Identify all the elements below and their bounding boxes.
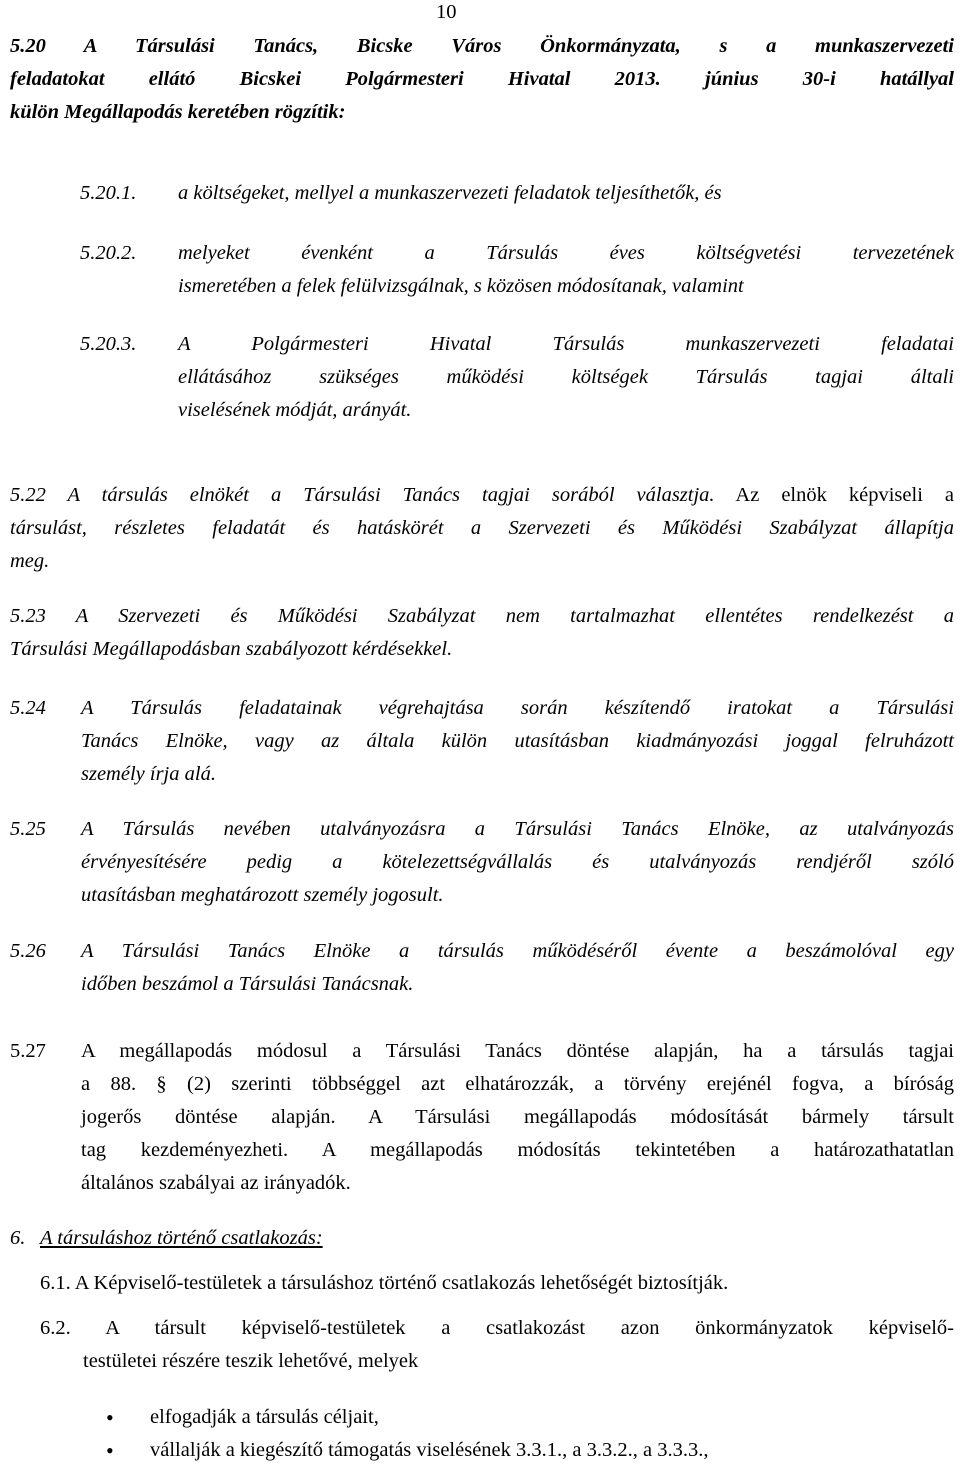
text-line: 6.2. A társult képviselő-testületek a csatlakozást azon önkormányzatok képviselő- [40, 1317, 954, 1339]
text-line: 6.1. A Képviselő-testületek a társuláshoz történő csatlakozás lehetőségét biztosítják. [40, 1272, 729, 1294]
section-5-27 [10, 1035, 954, 1200]
subitem-number: 5.20.1. [80, 182, 137, 204]
text-line: Tanács Elnöke, vagy az általa külön utasításban kiadmányozási joggal felruházott [81, 730, 954, 752]
text-line: a 88. § (2) szerinti többséggel azt elhatározzák, a törvény erejénél fogva, a bíróság [81, 1073, 954, 1095]
section-number: 5.26 [10, 940, 46, 962]
text-line: tag kezdeményezheti. A megállapodás módosítás tekintetében a határozathatatlan [81, 1139, 954, 1161]
subitem-5-20-2 [80, 237, 954, 303]
text-line: ismeretében a felek felülvizsgálnak, s közösen módosítanak, valamint [178, 275, 744, 297]
text-line: 5.20 A Társulási Tanács, Bicske Város Önkormányzata, s a munkaszervezeti [10, 35, 954, 57]
text-line: feladatokat ellátó Bicskei Polgármesteri Hivatal 2013. június 30-i hatállyal [10, 68, 954, 90]
text-line: viselésének módját, arányát. [178, 399, 412, 421]
subitem-number: 5.20.3. [80, 333, 137, 355]
paragraph-6-2 [40, 1312, 954, 1378]
text-italic: 5.22 A társulás elnökét a Társulási Tanács tagjai sorából választja. [10, 484, 715, 506]
subitem-5-20-3 [80, 328, 954, 427]
text-line: A Társulás nevében utalványozásra a Társulási Tanács Elnöke, az utalványozás [81, 818, 954, 840]
text-line: jogerős döntése alapján. A Társulási megállapodás módosítását bármely társult [81, 1106, 954, 1128]
text-line: Társulási Megállapodásban szabályozott kérdésekkel. [10, 638, 453, 660]
bullet-icon: • [106, 1438, 114, 1463]
text-line: meg. [10, 550, 50, 572]
section-5-22 [10, 479, 954, 578]
text-line: A Társulás feladatainak végrehajtása során készítendő iratokat a Társulási [81, 697, 954, 719]
text-plain: Az elnök képviseli a [714, 484, 954, 506]
subitem-5-20-1 [80, 177, 954, 210]
subitem-number: 5.20.2. [80, 242, 137, 264]
text-line: 5.23 A Szervezeti és Működési Szabályzat nem tartalmazhat ellentétes rendelkezést a [10, 605, 954, 627]
text-line: társulást, részletes feladatát és hatáskörét a Szervezeti és Működési Szabályzat állapítja [10, 517, 954, 539]
bullet-item [150, 1401, 954, 1434]
text-line: vállalják a kiegészítő támogatás viselésének 3.3.1., a 3.3.2., a 3.3.3., [150, 1439, 709, 1461]
text-line [10, 479, 954, 512]
text-line: külön Megállapodás keretében rögzítik: [10, 101, 346, 123]
section-5-24 [10, 692, 954, 791]
text-line: személy írja alá. [81, 763, 216, 785]
section-number: 5.27 [10, 1040, 46, 1062]
page-number: 10 [436, 1, 457, 23]
paragraph-6-1 [40, 1267, 954, 1300]
text-line: A megállapodás módosul a Társulási Tanács döntése alapján, ha a társulás tagjai [81, 1040, 954, 1062]
section-5-23 [10, 600, 954, 666]
bullet-icon: • [106, 1405, 114, 1430]
text-line: melyeket évenként a Társulás éves költségvetési tervezetének [178, 242, 954, 264]
text-line: a költségeket, mellyel a munkaszervezeti feladatok teljesíthetők, és [178, 182, 722, 204]
section-number: 6. [10, 1227, 26, 1249]
bullet-item [150, 1434, 954, 1467]
text-line: A Polgármesteri Hivatal Társulás munkaszervezeti feladatai [178, 333, 954, 355]
text-line: A Társulási Tanács Elnöke a társulás működéséről évente a beszámolóval egy [81, 940, 954, 962]
section-5-20 [10, 30, 954, 129]
text-line: érvényesítésére pedig a kötelezettségvállalás és utalványozás rendjéről szóló [81, 851, 954, 873]
text-line: elfogadják a társulás céljait, [150, 1406, 379, 1428]
text-line: ellátásához szükséges működési költségek Társulás tagjai általi [178, 366, 954, 388]
section-number: 5.24 [10, 697, 46, 719]
text-line: utasításban meghatározott személy jogosult. [81, 884, 444, 906]
section-title: A társuláshoz történő csatlakozás: [40, 1227, 323, 1249]
section-6-heading [10, 1222, 954, 1255]
section-5-25 [10, 813, 954, 912]
section-5-26 [10, 935, 954, 1001]
text-line: időben beszámol a Társulási Tanácsnak. [81, 973, 414, 995]
text-line: általános szabályai az irányadók. [81, 1172, 351, 1194]
section-number: 5.25 [10, 818, 46, 840]
text-line: testületei részére teszik lehetővé, melyek [83, 1350, 419, 1372]
